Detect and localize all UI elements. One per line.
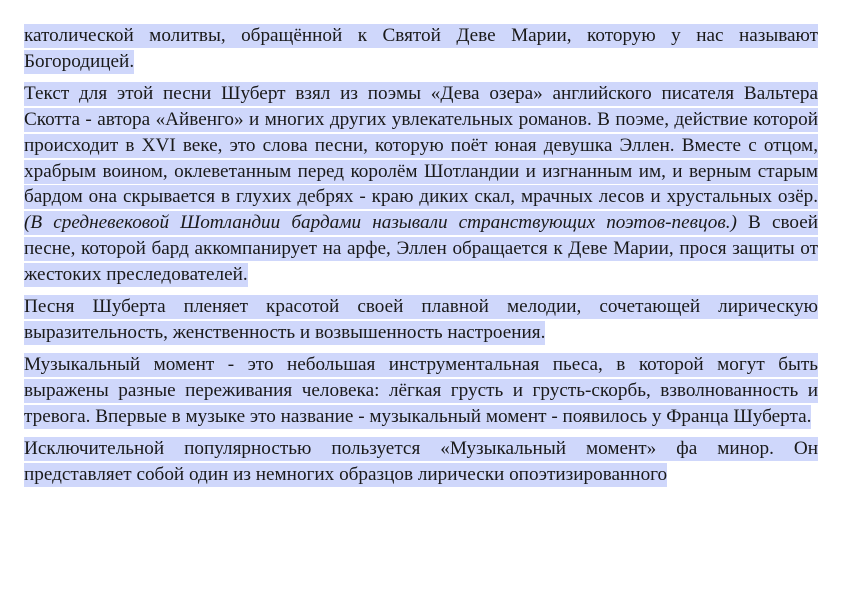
paragraph-text: Музыкальный момент - это небольшая инструментальная пьеса, в которой могут быть выражены разные переживания человека: лёгкая грусть и грусть-скорбь, взволнованность и тревога. Впервые в музыке это название - музыкальный момент - появилось у Франца Шуберта. <box>24 353 818 427</box>
paragraph-text-before-italic: Текст для этой песни Шуберт взял из поэмы «Дева озера» английского писателя Вальтера Скотта - автора «Айвенго» и многих других увлекательных романов. В поэме, действие которой происходит в XVI веке, это слова песни, которую поёт юная девушка Эллен. Вместе с отцом, храбрым воином, оклеветанным перед королём Шотландии и изгнанным им, и верным старым бардом она скрывается в глухих дебрях - краю диких скал, мрачных лесов и хрустальных озёр. <box>24 82 818 208</box>
paragraph-text: католической молитвы, обращённой к Святой Деве Марии, которую у нас называют Богородицей. <box>24 25 818 72</box>
paragraph-text: Исключительной популярностью пользуется «Музыкальный момент» фа минор. Он представляет собой один из немногих образцов лирически опоэтизированного <box>24 437 818 485</box>
document-page <box>24 23 818 493</box>
paragraph-prayer-intro <box>24 23 818 75</box>
paragraph-song-source <box>24 81 818 288</box>
paragraph-text-after-italic: В своей песне, которой бард аккомпанирует на арфе, Эллен обращается к Деве Марии, прося защиты от жестоких преследователей. <box>24 212 818 286</box>
paragraph-f-minor <box>24 436 818 488</box>
paragraph-musical-moment <box>24 352 818 430</box>
paragraph-text: Песня Шуберта пленяет красотой своей плавной мелодии, сочетающей лирическую выразительность, женственность и возвышенность настроения. <box>24 296 818 343</box>
paragraph-italic-note: (В средневековой Шотландии бардами называли странствующих поэтов-певцов.) <box>24 212 737 234</box>
paragraph-song-melody <box>24 294 818 346</box>
